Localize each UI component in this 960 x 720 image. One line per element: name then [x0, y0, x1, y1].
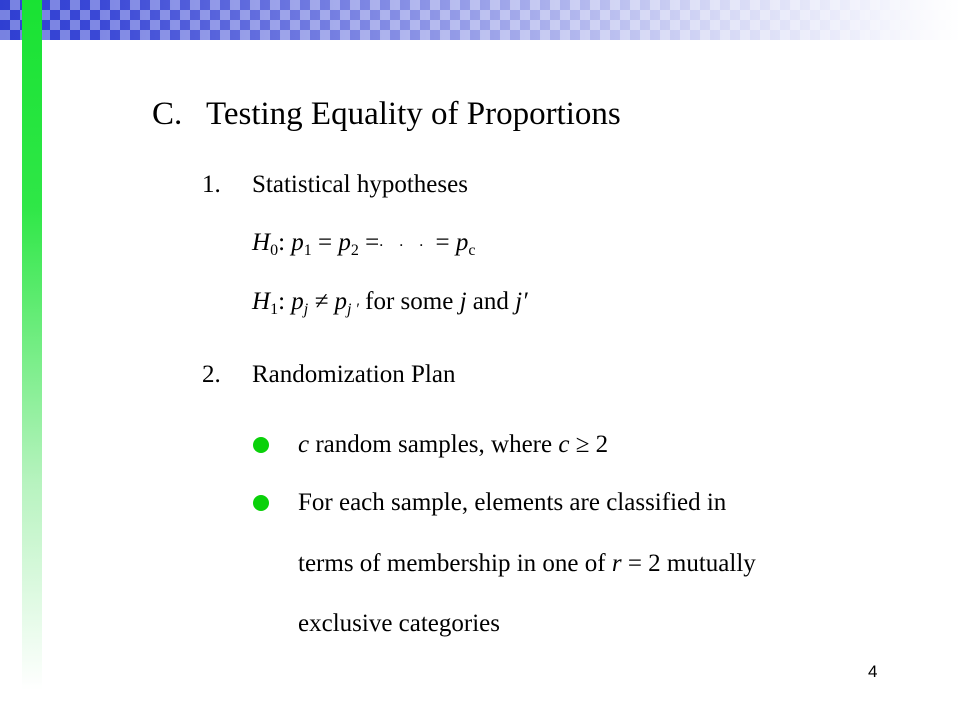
h0-subscript: 0 [270, 242, 279, 259]
h0-eq3: = [429, 229, 456, 256]
bullet-2-line2a: terms of membership in one of [298, 550, 612, 577]
bullet-2-r: r [611, 550, 622, 577]
h1-pj-subscript: j [303, 301, 309, 318]
h1-jprime: j′ [515, 288, 528, 315]
h0-eq2: = [358, 229, 380, 256]
h0-p2-subscript: 2 [350, 242, 359, 259]
h1-text1: for some [358, 288, 460, 315]
h1-text2: and [466, 288, 516, 315]
h0-ellipsis: . . . [379, 233, 430, 250]
section-2-heading [202, 361, 455, 389]
bullet-2-line2b: = 2 mutually [621, 550, 756, 577]
top-bar-pattern [0, 0, 960, 40]
bullet-dot-2 [253, 495, 269, 511]
bullet-1-c: c [298, 431, 310, 458]
section-1-number: 1. [202, 171, 221, 198]
h0-colon: : [278, 229, 286, 256]
alternative-hypothesis [252, 288, 528, 319]
slide-title [152, 96, 621, 133]
bullet-1-text1: random samples, where [309, 431, 559, 458]
page-number: 4 [868, 662, 878, 681]
title-letter: C. [152, 96, 183, 132]
null-hypothesis [252, 229, 475, 260]
h1-pj: p [291, 288, 304, 315]
h1-colon: : [278, 288, 286, 315]
h1-subscript: 1 [270, 301, 279, 318]
section-1-heading [202, 171, 468, 199]
top-decoration-bar [0, 0, 960, 40]
h1-symbol: H [252, 288, 271, 315]
bullet-1-text [298, 431, 608, 459]
bullet-2-line-3: exclusive categories [298, 610, 500, 637]
section-1-label: Statistical hypotheses [252, 171, 468, 198]
section-2-number: 2. [202, 361, 221, 388]
h1-pjp: p [334, 288, 347, 315]
bullet-1-c2: c [558, 431, 570, 458]
h0-p1: p [291, 229, 304, 256]
h0-pc-subscript: c [468, 242, 476, 259]
bullet-2-line-2 [298, 550, 756, 578]
h1-j: j [459, 288, 467, 315]
h0-eq1: = [311, 229, 339, 256]
h0-symbol: H [252, 229, 271, 256]
section-2-label: Randomization Plan [252, 361, 456, 388]
h0-pc: p [455, 229, 469, 256]
bullet-1-text2: ≥ 2 [569, 431, 609, 458]
h0-p1-subscript: 1 [303, 242, 312, 259]
h1-pjp-subscript: j ′ [346, 301, 359, 318]
bullet-dot-1 [253, 437, 269, 453]
h0-p2: p [338, 229, 351, 256]
title-text: Testing Equality of Proportions [206, 96, 621, 132]
h1-neq: ≠ [308, 288, 335, 315]
bullet-2-line-1: For each sample, elements are classified in [298, 489, 727, 516]
left-decoration-bar [22, 0, 42, 690]
